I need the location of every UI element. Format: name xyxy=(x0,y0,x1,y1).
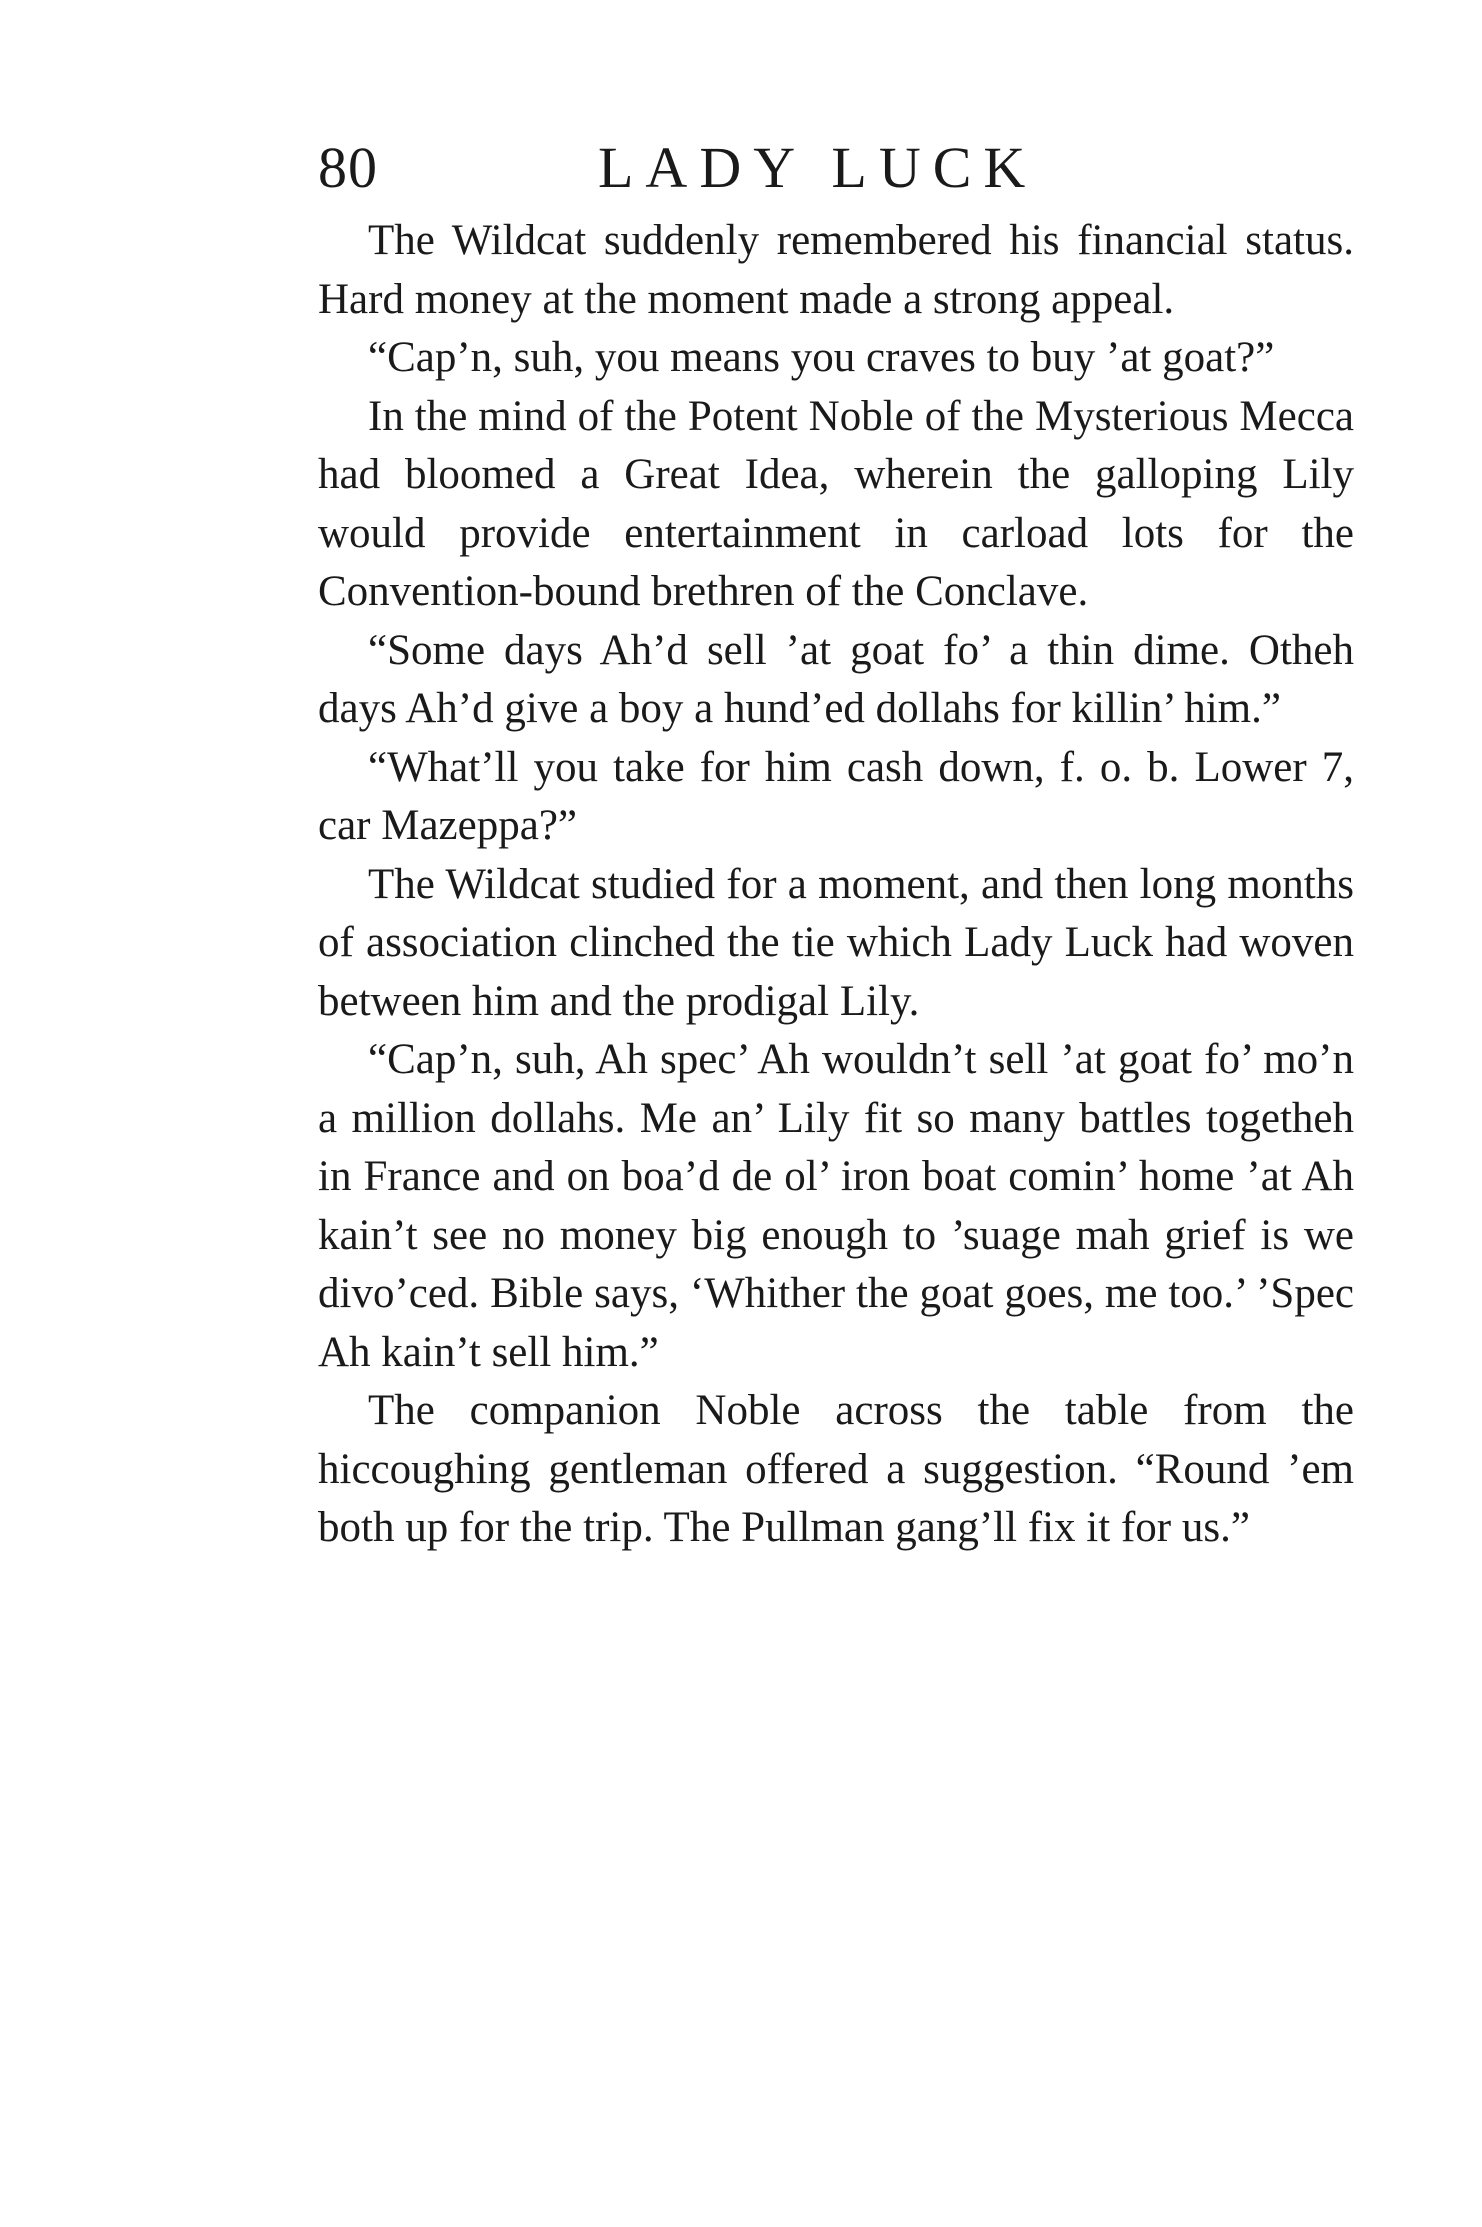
body-text xyxy=(318,212,1354,1558)
paragraph: The Wildcat studied for a moment, and then long months of association clinched the tie which Lady Luck had woven between him and the prodigal Lily. xyxy=(318,860,1354,1025)
running-title: LADY LUCK xyxy=(598,135,1038,200)
paragraph: In the mind of the Potent Noble of the Mysterious Mecca had bloomed a Great Idea, wherein the galloping Lily would provide entertainment in carload lots for the Convention-bound brethren of the Conclave. xyxy=(318,392,1354,615)
paragraph: The companion Noble across the table from the hiccoughing gentleman offered a suggestion. “Round ’em both up for the trip. The Pullman gang’ll fix it for us.” xyxy=(318,1387,1354,1551)
running-head xyxy=(318,128,1358,208)
paragraph: “What’ll you take for him cash down, f. o. b. Lower 7, car Mazeppa?” xyxy=(318,743,1354,849)
paragraph: “Cap’n, suh, you means you craves to buy ’at goat?” xyxy=(368,334,1275,381)
paragraph: The Wildcat suddenly remembered his financial status. Hard money at the moment made a strong appeal. xyxy=(318,217,1354,323)
page-number: 80 xyxy=(318,135,378,200)
paragraph: “Some days Ah’d sell ’at goat fo’ a thin dime. Otheh days Ah’d give a boy a hund’ed dollahs for killin’ him.” xyxy=(318,626,1354,732)
paragraph: “Cap’n, suh, Ah spec’ Ah wouldn’t sell ’at goat fo’ mo’n a million dollahs. Me an’ Lily fit so many battles togetheh in France and on boa’d de ol’ iron boat comin’ home ’at Ah kain’t see no money big enough to ’suage mah grief is we divo’ced. Bible says, ‘Whither the goat goes, me too.’ ’Spec Ah kain’t sell him.” xyxy=(318,1036,1354,1376)
